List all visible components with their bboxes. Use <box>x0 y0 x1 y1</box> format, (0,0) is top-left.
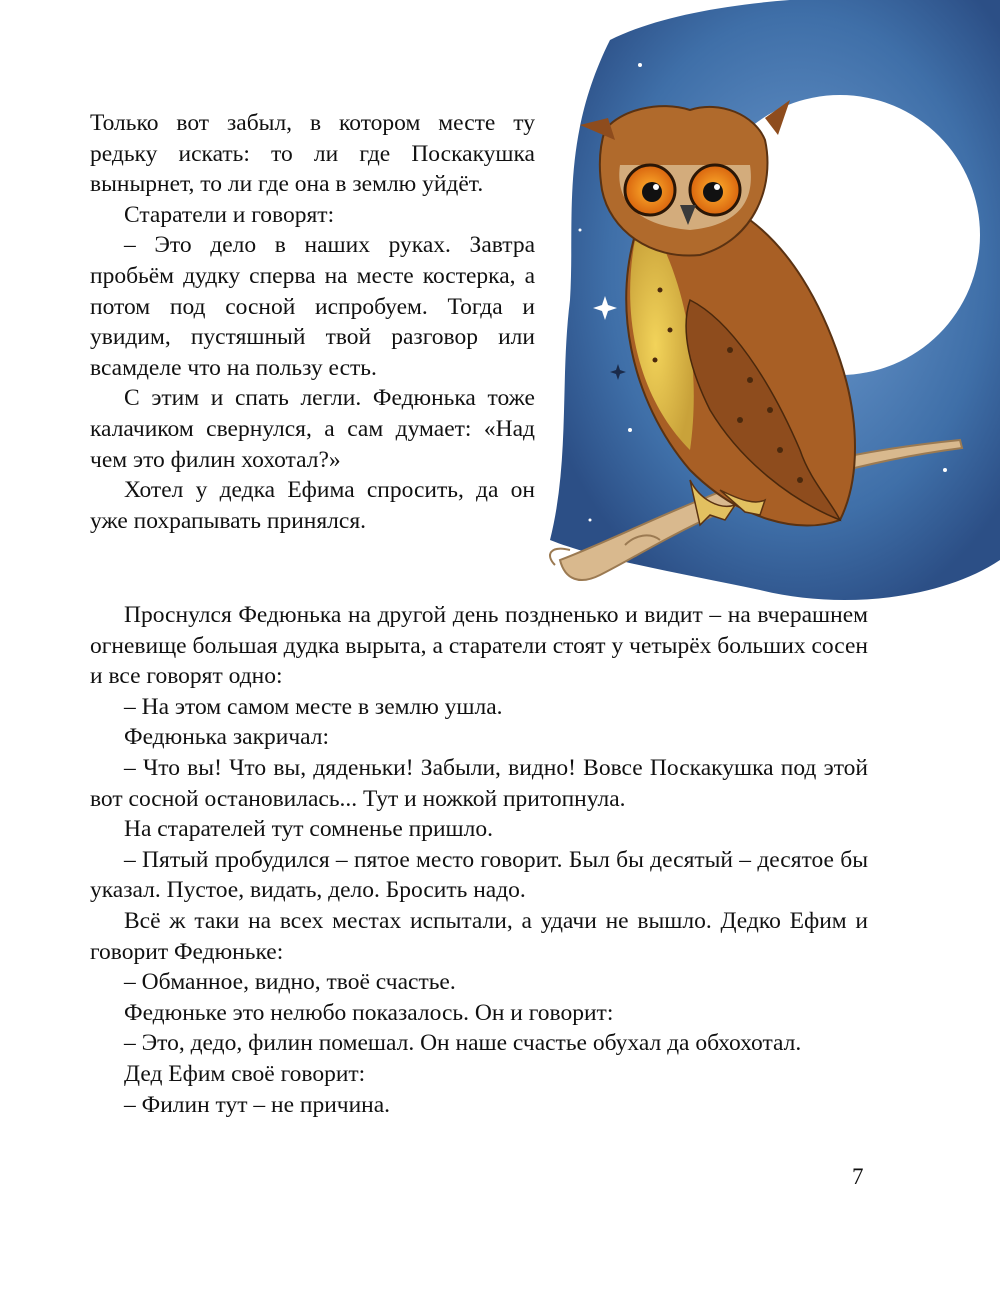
paragraph: – На этом самом месте в землю ушла. <box>124 693 503 720</box>
paragraph: На старателей тут сомненье пришло. <box>124 816 493 843</box>
paragraph: Дед Ефим своё говорит: <box>124 1060 366 1087</box>
paragraph: Хотел у дедка Ефима спросить, да он уже похрапывать принялся. <box>90 477 535 534</box>
page-number: 7 <box>852 1164 864 1189</box>
paragraph: – Филин тут – не причина. <box>124 1091 391 1118</box>
paragraph: Только вот забыл, в котором месте ту редьку искать: то ли где Поскакушка вынырнет, то ли где она в землю уйдёт. <box>90 110 535 198</box>
paragraph: – Это дело в наших руках. Завтра пробьём дудку сперва на месте костерка, а потом под сосной испробуем. Тогда и увидим, пустяшный твой разговор или всамделе что на пользу есть. <box>90 232 535 381</box>
paragraph: Всё ж таки на всех местах испытали, а удачи не вышло. Дедко Ефим и говорит Федюньке: <box>90 907 868 965</box>
paragraph: – Это, дедо, филин помешал. Он наше счастье обухал да обхохотал. <box>124 1030 802 1057</box>
owl-illustration <box>540 0 1000 610</box>
paragraph: Проснулся Федюнька на другой день поздненько и видит – на вчерашнем огневище большая дудка вырыта, а старатели стоят у четырёх больших сосен и все говорят одно: <box>90 602 868 690</box>
paragraph: Федюньке это нелюбо показалось. Он и говорит: <box>124 999 614 1026</box>
text-column-wide <box>90 600 868 1120</box>
text-column-narrow <box>90 108 535 536</box>
paragraph: Старатели и говорят: <box>124 201 335 228</box>
paragraph: Федюнька закричал: <box>124 724 330 751</box>
paragraph: – Обманное, видно, твоё счастье. <box>124 969 456 996</box>
paragraph: С этим и спать легли. Федюнька тоже калачиком свернулся, а сам думает: «Над чем это филин хохотал?» <box>90 385 535 473</box>
paragraph: – Пятый пробудился – пятое место говорит. Был бы десятый – десятое бы указал. Пустое, видать, дело. Бросить надо. <box>90 846 868 904</box>
paragraph: – Что вы! Что вы, дяденьки! Забыли, видно! Вовсе Поскакушка под этой вот сосной остановилась... Тут и ножкой притопнула. <box>90 754 868 812</box>
